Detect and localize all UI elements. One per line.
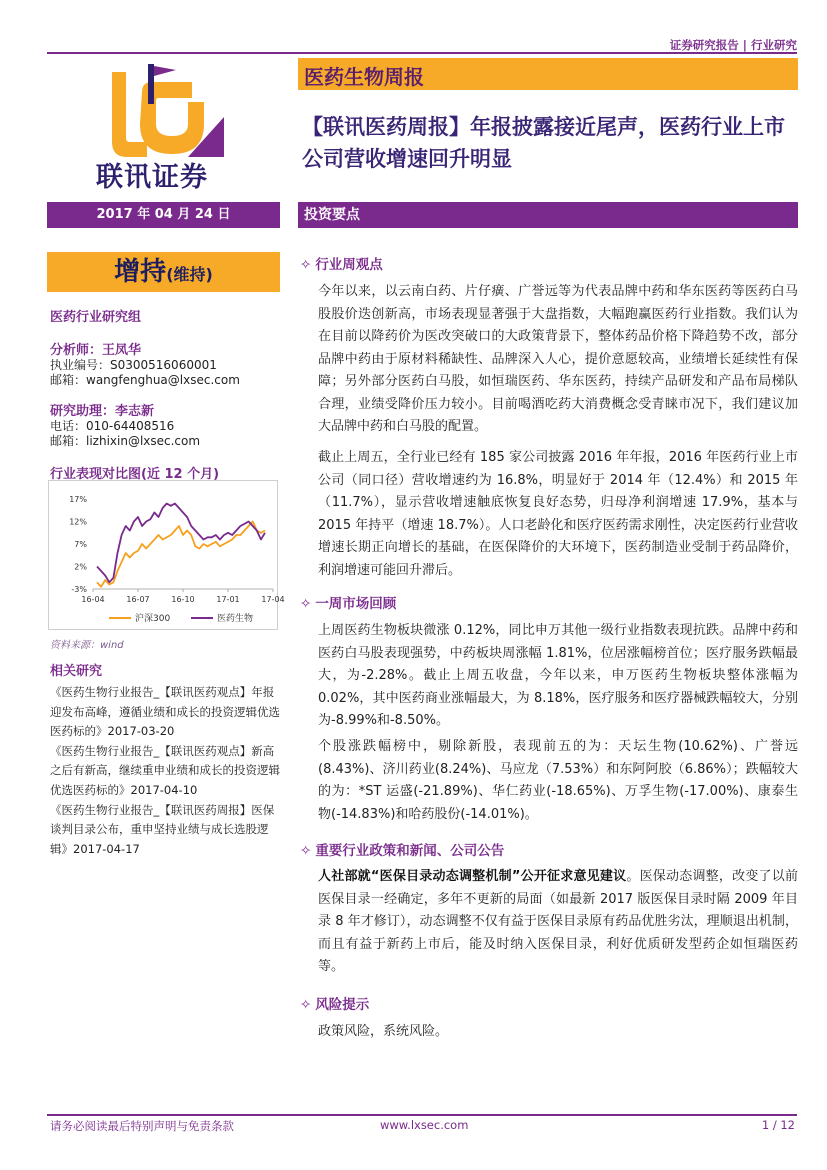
- footer-url[interactable]: www.lxsec.com: [380, 1118, 469, 1132]
- footer-divider: [47, 1114, 797, 1116]
- performance-chart-svg: [49, 481, 285, 631]
- report-category: 证券研究报告 | 行业研究: [669, 38, 797, 52]
- section-title-investment-points: 投资要点: [298, 202, 798, 228]
- risk-para: 政策风险，系统风险。: [318, 1024, 449, 1039]
- market-review-para-2: 个股涨跌幅榜中，剔除新股，表现前五的为：天坛生物(10.62%)、广誉远(8.43%)、济川药业(8.24%)、马应龙（7.53%）和东阿阿胶（6.86%）；跌幅较大的为：*ST 运盛(-21.89%)、华仁药业(-18.65%)、万孚生物(-17.00%)、康泰生物(-14.83%)和哈药股份(-14.01%)。: [318, 739, 798, 822]
- section-heading-weekly-view: ✧ 行业周观点: [300, 257, 383, 273]
- x-tick-label: 16-10: [171, 595, 195, 604]
- policy-news-para: [318, 866, 798, 979]
- report-date: 2017 年 04 月 24 日: [47, 202, 280, 228]
- y-tick-label: -3%: [71, 585, 87, 594]
- report-headline: 【联讯医药周报】年报披露接近尾声，医药行业上市公司营收增速回升明显: [302, 115, 785, 171]
- related-item[interactable]: 《医药生物行业报告_【联讯医药观点】年报迎发布高峰，遵循业绩和成长的投资逻辑优选医药标的》2017-03-20: [50, 685, 280, 739]
- footer-page: 1 / 12: [761, 1118, 795, 1132]
- rating-sub: (维持): [166, 265, 213, 284]
- chart-source: 资料来源：wind: [50, 640, 124, 651]
- y-tick-label: 17%: [69, 495, 87, 504]
- policy-news-body: 。医保动态调整，改变了以前医保目录一经确定，多年不更新的局面（如最新 2017 版医保目录时隔 2009 年目录 8 年才修订），动态调整不仅有益于医保目录原有药品优胜劣汰，理顺退出机制，而且有益于新药上市后，能及时纳入医保目录，利好优质研发型药企如恒瑞医药等。: [318, 869, 798, 974]
- weekly-view-para-1: 今年以来，以云南白药、片仔癀、广誉远等为代表品牌中药和华东医药等医药白马股股价迭创新高，市场表现显著强于大盘指数，大幅跑赢医药行业指数。我们认为在目前以降药价为医改突破口的大政策背景下，整体药品价格下降趋势不改，部分品牌中药由于原材料稀缺性、品牌深入人心，提价意愿较高，业绩增长延续性有保障；另外部分医药白马股，如恒瑞医药、华东医药，持续产品研发和产品布局梯队合理，业绩受降价压力较小。目前喝酒吃药大消费概念受青睐市况下，我们建议加大品牌中药和白马股的配置。: [318, 284, 798, 434]
- research-group: 医药行业研究组: [50, 310, 142, 325]
- diamond-bullet-icon: ✧: [300, 997, 312, 1013]
- report-type-banner: [298, 58, 798, 90]
- diamond-bullet-icon: ✧: [300, 596, 312, 612]
- x-tick-label: 16-07: [126, 595, 150, 604]
- related-item[interactable]: 《医药生物行业报告_【联讯医药周报】医保谈判目录公布，重申坚持业绩与成长选股逻辑》2017-04-17: [50, 802, 275, 856]
- assistant-name: 研究助理：李志新: [50, 404, 155, 419]
- header-divider: [47, 52, 797, 54]
- related-item[interactable]: 《医药生物行业报告_【联讯医药观点】新高之后有新高，继续重申业绩和成长的投资逻辑优选医药标的》2017-04-10: [50, 743, 280, 797]
- weekly-view-para-2: 截止上周五，全行业已经有 185 家公司披露 2016 年年报，2016 年医药行业上市公司（同口径）营收增速约为 16.8%，明显好于 2014 年（12.4%）和 2015 年（11.7%），显示营收增速触底恢复良好态势，归母净利润增速 17.9%，基本与 2015 年持平（增速 18.7%）。人口老龄化和医疗医药需求刚性，决定医药行业营收增速长期正向增长的基础，在医保降价的大环境下，医药制造业受制于药品降价，利润增速可能回升滞后。: [318, 450, 798, 578]
- company-logo-text: 联讯证券: [96, 162, 208, 193]
- y-tick-label: 2%: [74, 562, 87, 572]
- related-research-list: [50, 683, 282, 859]
- market-review-para-1: 上周医药生物板块微涨 0.12%，同比申万其他一级行业指数表现抗跌。品牌中药和医药白马股表现强势，中药板块周涨幅 1.81%，位居涨幅榜首位；医疗服务跌幅最大，为-2.28%。截止上周五收盘，今年以来，申万医药生物板块整体涨幅为 0.02%，其中医药商业涨幅最大，为 8.18%，医疗服务和医疗器械跌幅较大，分别为-8.99%和-8.50%。: [318, 623, 798, 728]
- chart-title: 行业表现对比图(近 12 个月): [50, 467, 220, 482]
- x-tick-label: 16-04: [81, 595, 105, 604]
- y-tick-label: 7%: [74, 540, 87, 549]
- section-heading-policy-news: ✧ 重要行业政策和新闻、公司公告: [300, 843, 505, 859]
- series-line-医药生物: [97, 504, 265, 583]
- diamond-bullet-icon: ✧: [300, 257, 312, 273]
- analyst-block: [50, 339, 285, 388]
- footer-disclaimer[interactable]: 请务必阅读最后特别声明与免责条款: [50, 1119, 234, 1133]
- assistant-email[interactable]: 邮箱：lizhixin@lxsec.com: [50, 434, 201, 448]
- series-line-沪深300: [97, 522, 265, 587]
- assistant-block: [50, 400, 285, 449]
- x-tick-label: 17-04: [261, 595, 285, 604]
- report-type-label: 医药生物周报: [304, 65, 424, 89]
- analyst-name: 分析师：王凤华: [50, 343, 142, 358]
- section-heading-risk: ✧ 风险提示: [300, 997, 370, 1013]
- rating-main: 增持: [114, 257, 167, 287]
- legend-label: 医药生物: [217, 614, 254, 624]
- policy-news-lead: 人社部就“医保目录动态调整机制”公开征求意见建议: [318, 869, 627, 884]
- performance-chart: [48, 480, 285, 630]
- related-research-title: 相关研究: [50, 664, 103, 679]
- section-heading-market-review: ✧ 一周市场回顾: [300, 596, 397, 612]
- diamond-bullet-icon: ✧: [300, 843, 312, 859]
- assistant-phone: 电话：010-64408516: [50, 419, 175, 433]
- analyst-cert: 执业编号：S0300516060001: [50, 358, 217, 372]
- legend-label: 沪深300: [135, 614, 171, 624]
- y-tick-label: 12%: [69, 517, 87, 527]
- x-tick-label: 17-01: [216, 595, 240, 604]
- analyst-email[interactable]: 邮箱：wangfenghua@lxsec.com: [50, 373, 240, 387]
- rating-badge: [47, 252, 280, 292]
